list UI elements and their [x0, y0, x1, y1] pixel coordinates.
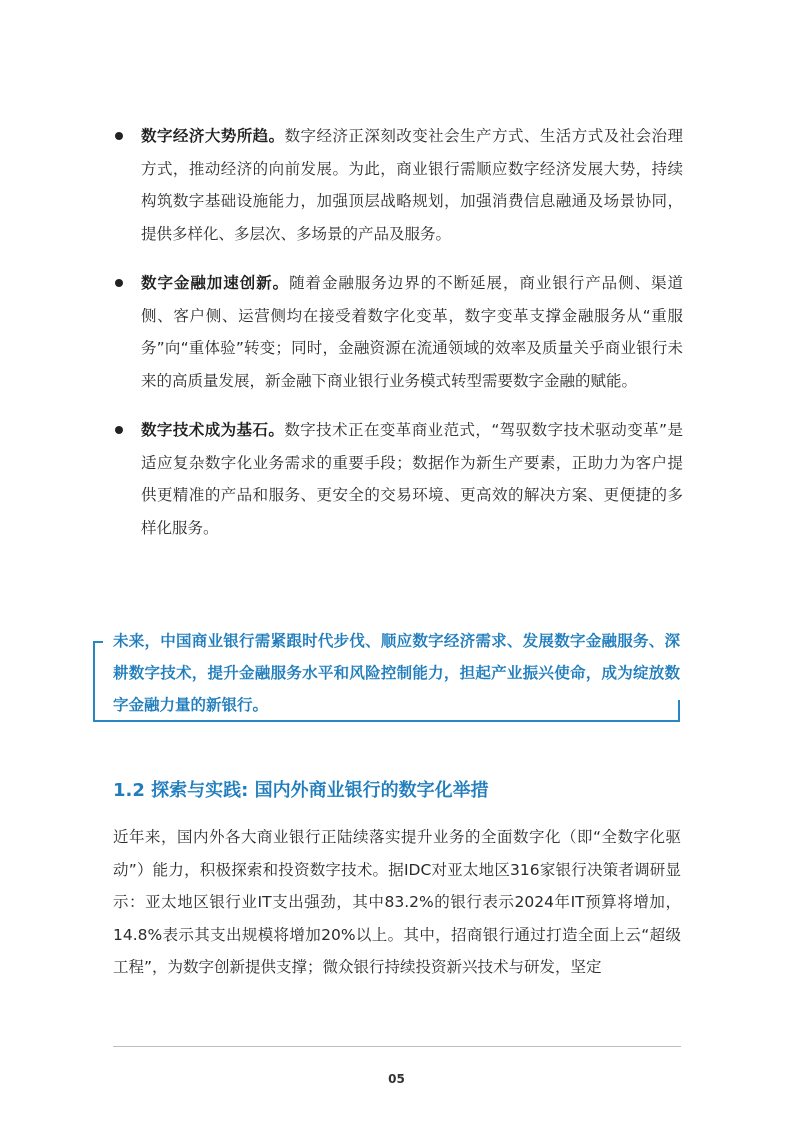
bullet-text: 数字技术正在变革商业范式，“驾驭数字技术驱动变革”是适应复杂数字化业务需求的重要手段；数据作为新生产要素，正助力为客户提供更精准的产品和服务、更安全的交易环境、更高效的解决方案、更便捷的多样化服务。	[141, 421, 683, 537]
bullet-dot-icon	[115, 279, 123, 287]
bullet-text: 数字经济正深刻改变社会生产方式、生活方式及社会治理方式，推动经济的向前发展。为此，商业银行需顺应数字经济发展大势，持续构筑数字基础设施能力，加强顶层战略规划，加强消费信息融通及场景协同，提供多样化、多层次、多场景的产品及服务。	[141, 127, 683, 243]
callout-text: 未来，中国商业银行需紧跟时代步伐、顺应数字经济需求、发展数字金融服务、深耕数字技术，提升金融服务水平和风险控制能力，担起产业振兴使命，成为绽放数字金融力量的新银行。	[113, 632, 680, 714]
callout-box	[93, 625, 680, 721]
footer-divider	[113, 1046, 681, 1047]
callout-border-left	[93, 641, 95, 721]
section-heading: 1.2 探索与实践: 国内外商业银行的数字化举措	[113, 780, 489, 801]
bullet-lead: 数字金融加速创新。	[141, 274, 290, 292]
body-paragraph: 近年来，国内外各大商业银行正陆续落实提升业务的全面数字化（即“全数字化驱动”）能力，积极探索和投资数字技术。据IDC对亚太地区316家银行决策者调研显示：亚太地区银行业IT支出强劲，其中83.2%的银行表示2024年IT预算将增加，14.8%表示其支出规模将增加20%以上。其中，招商银行通过打造全面上云“超级工程”，为数字创新提供支撑；微众银行持续投资新兴技术与研发，坚定	[113, 828, 681, 976]
list-item	[113, 120, 683, 250]
bullet-lead: 数字技术成为基石。	[141, 421, 285, 439]
page-number: 05	[388, 1072, 405, 1086]
bullet-lead: 数字经济大势所趋。	[141, 127, 285, 145]
list-item	[113, 267, 683, 397]
bullet-dot-icon	[115, 132, 123, 140]
bullet-list	[113, 120, 683, 561]
bullet-text: 随着金融服务边界的不断延展，商业银行产品侧、渠道侧、客户侧、运营侧均在接受着数字化变革，数字变革支撑金融服务从“重服务”向“重体验”转变；同时，金融资源在流通领域的效率及质量关乎商业银行未来的高质量发展，新金融下商业银行业务模式转型需要数字金融的赋能。	[141, 274, 683, 390]
list-item	[113, 414, 683, 544]
bullet-dot-icon	[115, 426, 123, 434]
